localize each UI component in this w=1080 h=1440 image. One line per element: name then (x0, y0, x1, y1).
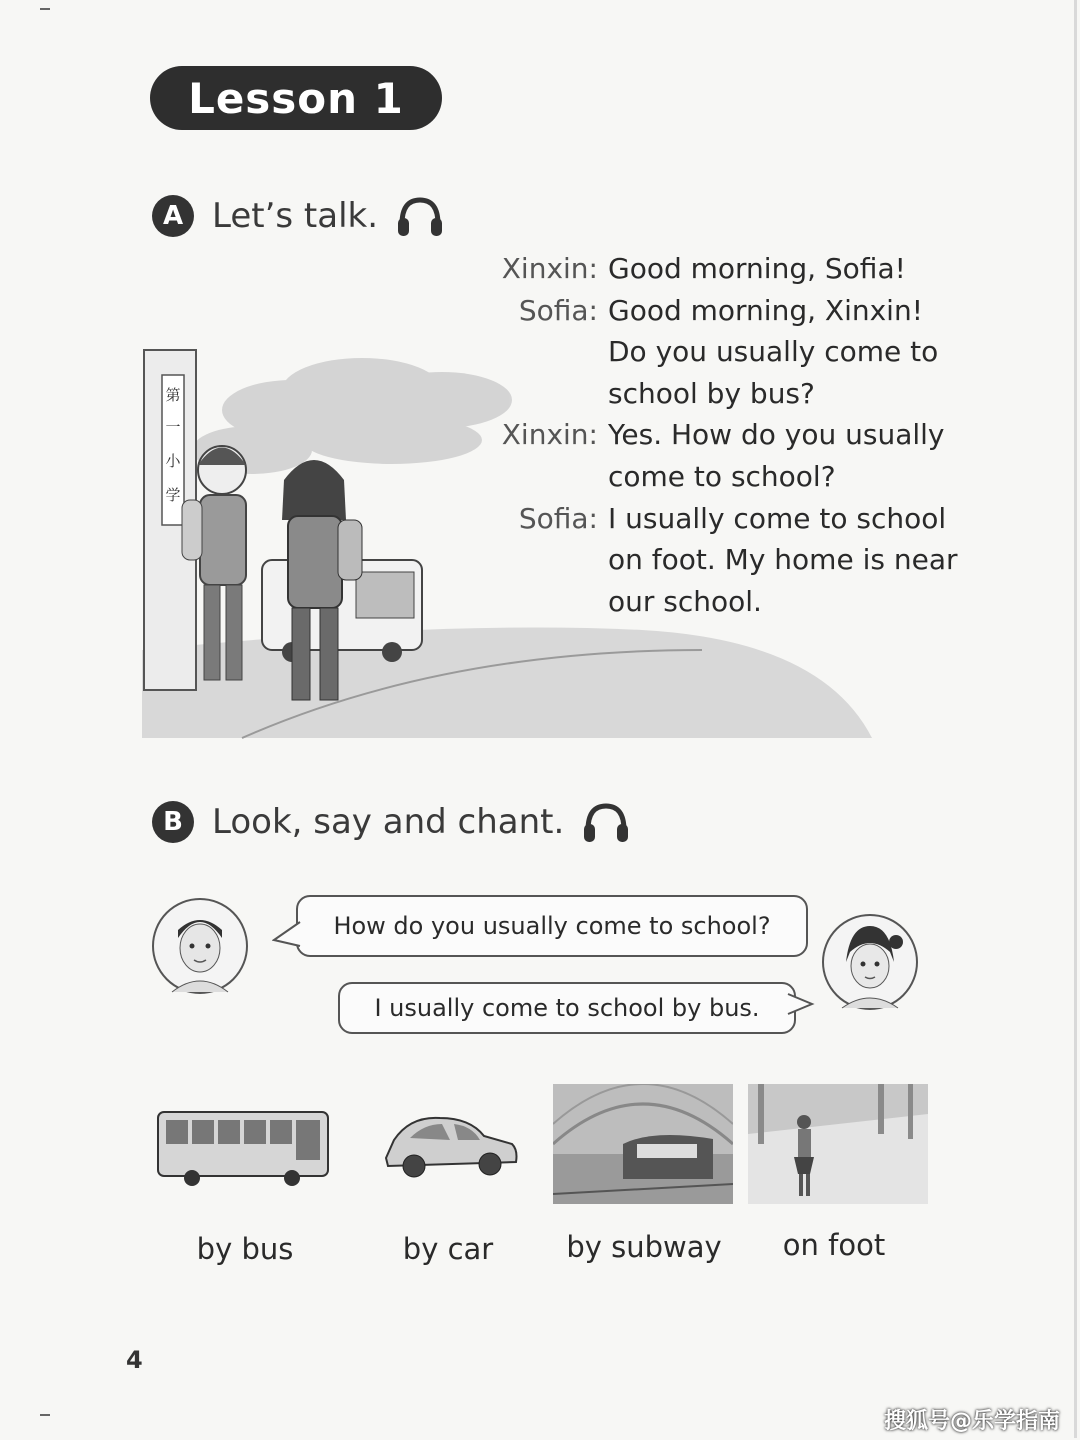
speaker: Xinxin: (501, 418, 598, 452)
section-b-title: Look, say and chant. (212, 802, 565, 842)
subway-icon (553, 1084, 733, 1204)
ground (142, 628, 872, 739)
headphones-icon[interactable] (394, 194, 446, 238)
corner-mark-bottom (40, 1414, 50, 1416)
lesson-title: Lesson 1 (150, 66, 442, 130)
gate-sign-char-1: 第 (165, 386, 181, 404)
section-b-badge: B (152, 801, 194, 843)
speech: Yes. How do you usually (608, 418, 945, 452)
headphones-icon[interactable] (580, 800, 632, 844)
watermark: 搜狐号@乐学指南 (884, 1409, 1061, 1434)
car-icon (380, 1106, 520, 1186)
bus-icon (152, 1106, 332, 1186)
dialogue-line (480, 248, 980, 290)
girl-avatar (820, 912, 920, 1012)
speech: come to school? (608, 459, 836, 493)
speaker: Sofia: (518, 293, 598, 327)
speech: Good morning, Xinxin! (608, 293, 923, 327)
gate-sign-char-4: 学 (165, 486, 181, 504)
speech: on foot. My home is near (608, 543, 958, 577)
transport-label-car: by car (402, 1232, 494, 1266)
boy-avatar (150, 896, 250, 996)
section-b-header (152, 800, 632, 844)
speech: I usually come to school (608, 501, 947, 535)
speech: our school. (608, 584, 762, 618)
corner-mark-top (40, 8, 50, 10)
section-a-badge: A (152, 195, 194, 237)
section-a-title: Let’s talk. (212, 196, 379, 236)
question-bubble-tail (272, 920, 302, 950)
speaker: Sofia: (518, 501, 598, 535)
question-bubble: How do you usually come to school? (296, 895, 808, 957)
speech: school by bus? (608, 376, 815, 410)
walking-icon (748, 1084, 928, 1204)
transport-label-bus: by bus (196, 1232, 294, 1266)
transport-label-foot: on foot (782, 1228, 886, 1262)
page-number: 4 (126, 1346, 143, 1374)
gate-sign-char-3: 小 (165, 452, 181, 470)
gate-sign-char-2: 一 (165, 418, 181, 436)
section-a-header (152, 194, 446, 238)
answer-bubble-tail (786, 990, 816, 1020)
bus-window (356, 572, 414, 618)
speech: Do you usually come to (608, 335, 939, 369)
school-gate-illustration (142, 320, 876, 740)
speech: Good morning, Sofia! (608, 252, 906, 285)
transport-label-subway: by subway (566, 1230, 722, 1264)
answer-bubble: I usually come to school by bus. (338, 982, 796, 1034)
speaker: Xinxin: (501, 252, 598, 285)
